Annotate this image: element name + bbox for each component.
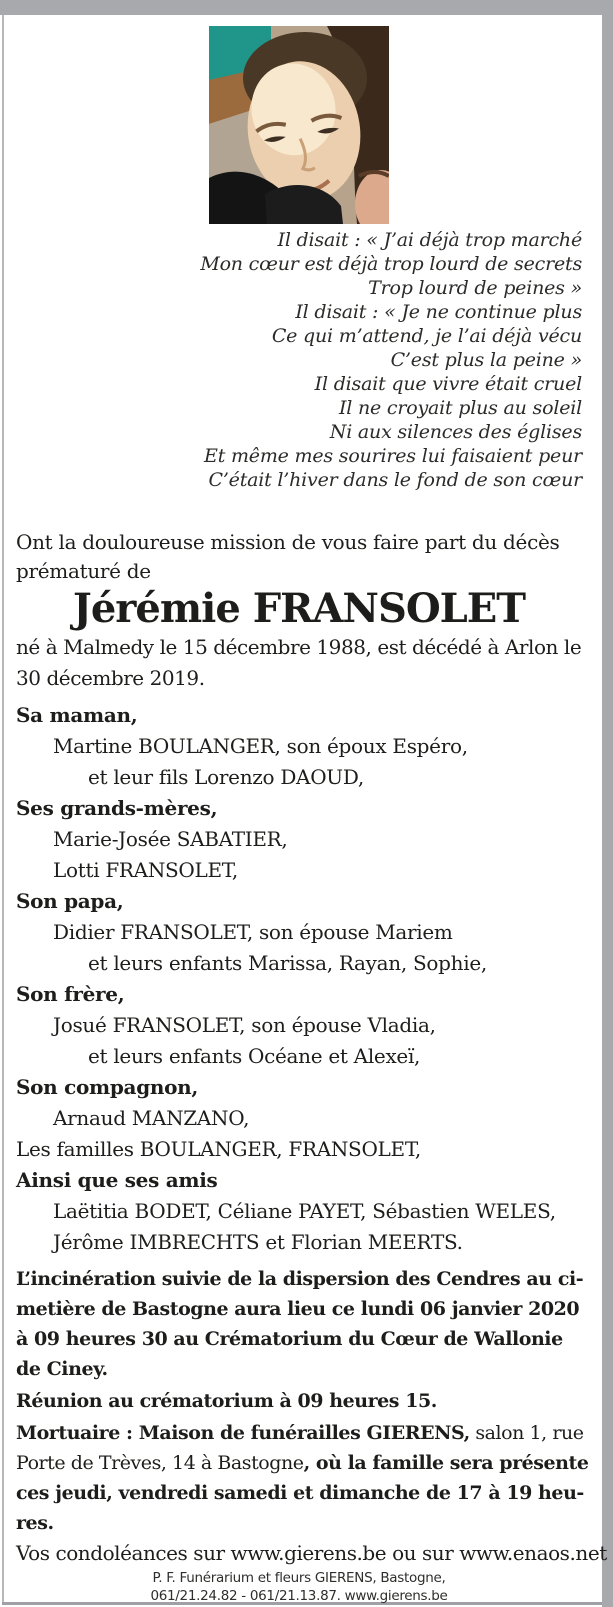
- family-member: Laëtitia BODET, Céliane PAYET, Sébastien WELES,: [53, 1199, 556, 1223]
- family-member: Arnaud MANZANO,: [53, 1106, 250, 1130]
- obituary-content: [0, 15, 613, 1605]
- mortuary-line: [16, 1418, 582, 1448]
- poem-line: Il disait : « J’ai déjà trop marché: [277, 229, 582, 251]
- poem-line: Il disait que vivre était cruel: [314, 373, 582, 395]
- poem-line: Il disait : « Je ne continue plus: [295, 301, 582, 323]
- mortuary-line: [16, 1508, 582, 1538]
- funeral-home-footer: [16, 1569, 582, 1605]
- portrait-photo: [209, 26, 389, 224]
- deceased-name: Jérémie FRANSOLET: [72, 585, 526, 632]
- poem-line: Ni aux silences des églises: [329, 421, 582, 443]
- family-member: Josué FRANSOLET, son épouse Vladia,: [53, 1013, 436, 1037]
- birth-death-line: né à Malmedy le 15 décembre 1988, est décédé à Arlon le: [16, 635, 582, 659]
- cremation-line: de Ciney.: [16, 1358, 108, 1380]
- family-relation-label: Son compagnon,: [16, 1075, 199, 1099]
- cremation-line: L’incinération suivie de la dispersion des Cendres au ci-: [16, 1268, 584, 1290]
- mortuary-line: [16, 1478, 582, 1508]
- family-member: et leur fils Lorenzo DAOUD,: [88, 765, 364, 789]
- condolences-websites: Vos condoléances sur www.gierens.be ou sur www.enaos.net: [16, 1541, 607, 1565]
- family-relation-label: Son frère,: [16, 982, 125, 1006]
- poem-line: Mon cœur est déjà trop lourd de secrets: [200, 253, 582, 275]
- family-member: Marie-Josée SABATIER,: [53, 827, 288, 851]
- family-member: Jérôme IMBRECHTS et Florian MEERTS.: [53, 1230, 463, 1254]
- mortuary-text-bold: res.: [16, 1512, 54, 1534]
- funeral-home-contact: 061/21.24.82 - 061/21.13.87. www.gierens.be: [150, 1588, 448, 1604]
- cremation-line: à 09 heures 30 au Crématorium du Cœur de Wallonie: [16, 1328, 563, 1350]
- mortuary-notice: [16, 1418, 589, 1538]
- family-member: Lotti FRANSOLET,: [53, 858, 238, 882]
- announcement-intro-line: Ont la douloureuse mission de vous faire part du décès: [16, 530, 560, 554]
- announcement-intro: [16, 528, 582, 586]
- family-relation-label: Ses grands-mères,: [16, 796, 218, 820]
- family-member: et leurs enfants Océane et Alexeï,: [88, 1044, 421, 1068]
- mortuary-text-bold: Mortuaire : Maison de funérailles GIERENS,: [16, 1422, 470, 1444]
- cremation-line: metière de Bastogne aura lieu ce lundi 06 janvier 2020: [16, 1298, 580, 1320]
- family-relation-label: Son papa,: [16, 889, 124, 913]
- poem-line: Et même mes sourires lui faisaient peur: [204, 445, 582, 467]
- poem-line: Ce qui m’attend, je l’ai déjà vécu: [271, 325, 582, 347]
- mortuary-text-bold: ces jeudi, vendredi samedi et dimanche de 17 à 19 heu-: [16, 1482, 584, 1504]
- birth-death-details: [16, 632, 582, 694]
- family-member: et leurs enfants Marissa, Rayan, Sophie,: [88, 951, 487, 975]
- mortuary-text: Porte de Trèves, 14 à Bastogne: [16, 1452, 304, 1474]
- family-list: [16, 700, 582, 1258]
- poem-line: C’est plus la peine »: [390, 349, 582, 371]
- mortuary-text: salon 1, rue: [469, 1422, 584, 1444]
- family-relation-label: Sa maman,: [16, 703, 138, 727]
- memorial-poem: [16, 228, 582, 492]
- family-member: Les familles BOULANGER, FRANSOLET,: [16, 1137, 421, 1161]
- scan-border-top: [0, 0, 613, 15]
- birth-death-line: 30 décembre 2019.: [16, 666, 205, 690]
- mortuary-text-bold: , où la famille sera présente: [303, 1452, 589, 1474]
- mortuary-line: [16, 1448, 589, 1478]
- announcement-intro-line: prématuré de: [16, 559, 151, 583]
- family-member: Didier FRANSOLET, son épouse Mariem: [53, 920, 453, 944]
- portrait-photo-illustration: [209, 26, 389, 224]
- poem-line: Trop lourd de peines »: [368, 277, 582, 299]
- family-member: Martine BOULANGER, son époux Espéro,: [53, 734, 468, 758]
- poem-line: Il ne croyait plus au soleil: [338, 397, 582, 419]
- cremation-announcement: [16, 1264, 582, 1384]
- reunion-notice: Réunion au crématorium à 09 heures 15.: [16, 1390, 437, 1412]
- family-relation-label: Ainsi que ses amis: [16, 1168, 218, 1192]
- poem-line: C’était l’hiver dans le fond de son cœur: [208, 469, 582, 491]
- funeral-home-name: P. F. Funérarium et fleurs GIERENS, Bastogne,: [152, 1570, 446, 1586]
